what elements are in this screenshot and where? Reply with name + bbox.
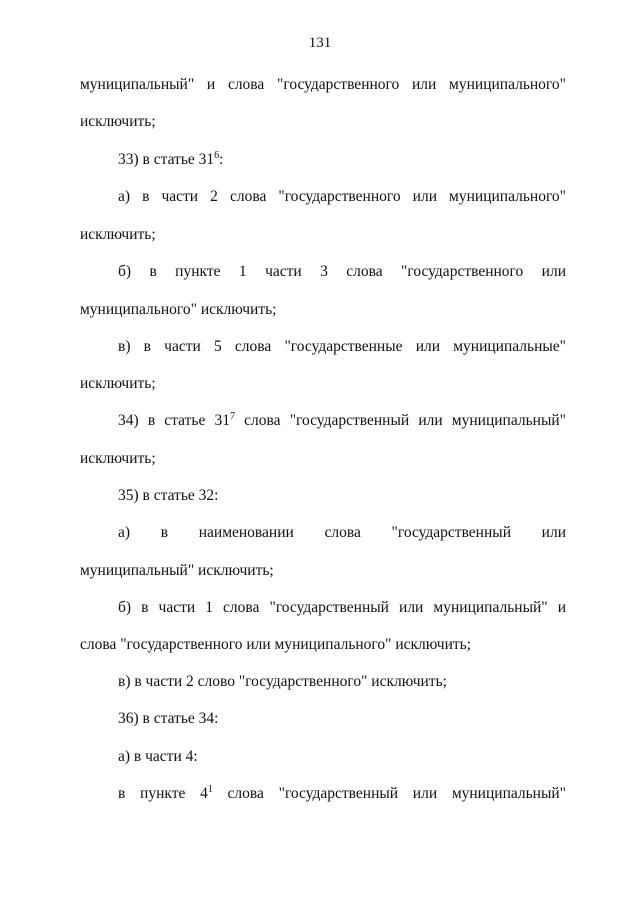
text-line-part: 34) в статье 31: [118, 412, 231, 429]
text-line: муниципального" исключить;: [80, 301, 277, 318]
text-line: а) в части 2 слова "государственного или муниципального": [118, 188, 566, 205]
text-line: в) в части 2 слово "государственного" исключить;: [118, 673, 447, 690]
text-line: 36) в статье 34:: [118, 710, 219, 727]
text-line-part: в пункте 4: [118, 785, 208, 802]
text-line-part: слова "государственный или муниципальный": [212, 785, 567, 802]
superscript: 1: [207, 784, 213, 795]
page-number: 131: [308, 35, 332, 51]
text-line: слова "государственного или муниципального" исключить;: [80, 636, 472, 653]
text-line: исключить;: [80, 113, 156, 130]
text-line: б) в пункте 1 части 3 слова "государственного или: [118, 263, 566, 280]
text-line: в) в части 5 слова "государственные или муниципальные": [118, 338, 566, 355]
text-line: исключить;: [80, 226, 156, 243]
text-line-part: слова "государственный или муниципальный": [235, 412, 566, 429]
text-line: а) в части 4:: [118, 748, 198, 765]
superscript: 6: [214, 150, 220, 161]
text-line: [118, 150, 566, 170]
text-line: 35) в статье 32:: [118, 487, 219, 504]
text-line-part: 33) в статье 31: [118, 151, 215, 168]
text-line: а) в наименовании слова "государственный или: [118, 524, 566, 541]
text-line: муниципальный" и слова "государственного или муниципального": [80, 76, 566, 93]
superscript: 7: [230, 411, 236, 422]
text-line: муниципальный" исключить;: [80, 562, 274, 579]
text-line-part: :: [219, 151, 224, 168]
text-line: исключить;: [80, 375, 156, 392]
text-line: исключить;: [80, 450, 156, 467]
text-line: [118, 784, 566, 804]
text-line: [118, 411, 566, 431]
text-line: б) в части 1 слова "государственный или муниципальный" и: [118, 599, 566, 616]
